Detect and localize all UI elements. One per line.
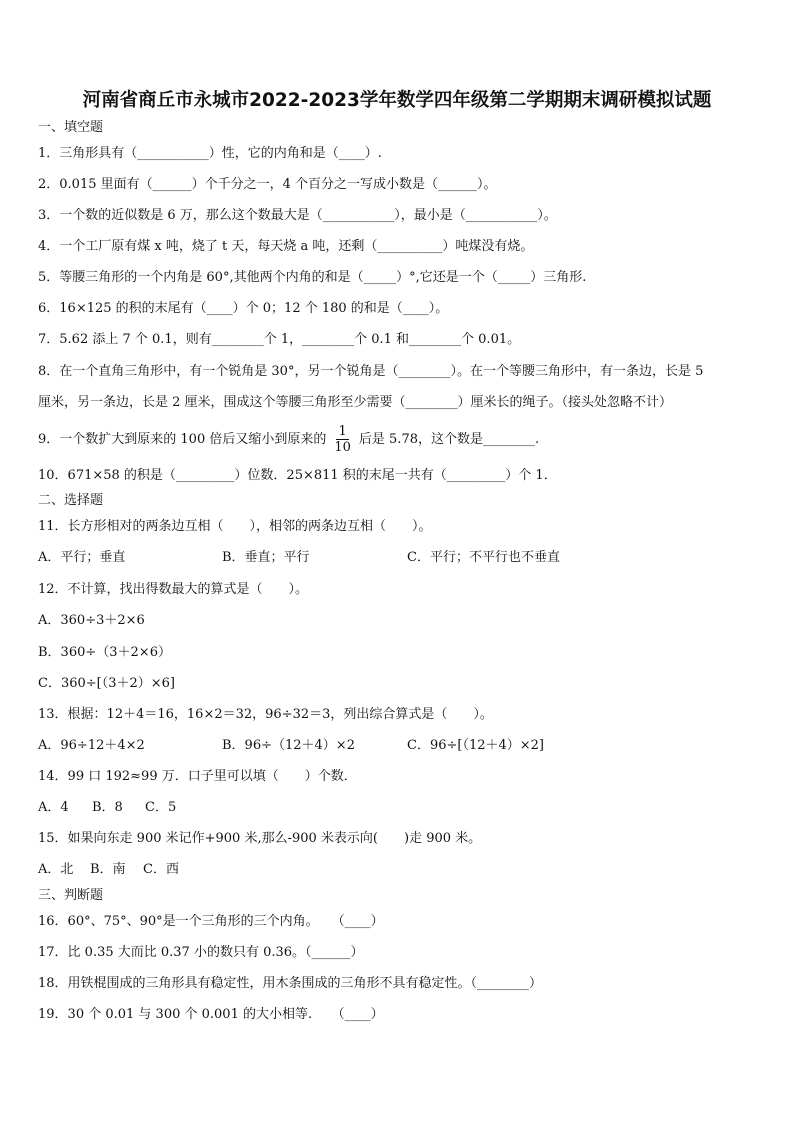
option-a: A．96÷12＋4×2 bbox=[38, 738, 145, 753]
question-12-option-a: A．360÷3＋2×6 bbox=[38, 613, 145, 628]
question-9 bbox=[38, 424, 778, 455]
question-6: 6．16×125 的积的末尾有（____）个 0；12 个 180 的和是（____）。 bbox=[38, 301, 449, 316]
question-15: 15．如果向东走 900 米记作+900 米,那么-900 米表示向( )走 900 米。 bbox=[38, 831, 482, 846]
option-b: B．南 bbox=[90, 862, 126, 877]
option-a: A．北 bbox=[38, 862, 74, 877]
section-heading-fill-blank: 一、填空题 bbox=[38, 120, 104, 135]
question-11: 11．长方形相对的两条边互相（ ），相邻的两条边互相（ ）。 bbox=[38, 519, 432, 534]
section-heading-true-false: 三、判断题 bbox=[38, 888, 104, 903]
question-7: 7．5.62 添上 7 个 0.1，则有________个 1，________个 0.1 和________个 0.01。 bbox=[38, 332, 521, 347]
option-a: A．平行；垂直 bbox=[38, 550, 126, 565]
question-9-text-after: 后是 5.78，这个数是________. bbox=[358, 432, 540, 447]
question-16: 16．60°、75°、90°是一个三角形的三个内角。 （____） bbox=[38, 914, 384, 929]
question-1: 1．三角形具有（___________）性，它的内角和是（____）. bbox=[38, 146, 382, 161]
fraction-one-tenth bbox=[334, 424, 351, 455]
question-5: 5．等腰三角形的一个内角是 60°,其他两个内角的和是（_____）°,它还是一个（_____）三角形. bbox=[38, 270, 587, 285]
option-c: C．平行；不平行也不垂直 bbox=[407, 550, 560, 565]
question-14-options bbox=[38, 799, 778, 817]
question-13: 13．根据：12＋4＝16，16×2＝32，96÷32＝3，列出综合算式是（ ）。 bbox=[38, 707, 493, 722]
question-4: 4．一个工厂原有煤 x 吨，烧了 t 天，每天烧 a 吨，还剩（__________）吨煤没有烧。 bbox=[38, 239, 534, 254]
question-9-text-before: 9．一个数扩大到原来的 100 倍后又缩小到原来的 bbox=[38, 432, 327, 447]
question-8-line-1: 8．在一个直角三角形中，有一个锐角是 30°，另一个锐角是（________）。在一个等腰三角形中，有一条边，长是 5 bbox=[38, 364, 704, 379]
question-15-options bbox=[38, 861, 778, 879]
section-heading-choice: 二、选择题 bbox=[38, 493, 104, 508]
fraction-numerator: 1 bbox=[338, 424, 347, 439]
question-12: 12．不计算，找出得数最大的算式是（ ）。 bbox=[38, 582, 309, 597]
question-12-option-b: B．360÷（3＋2×6） bbox=[38, 645, 171, 660]
question-10: 10．671×58 的积是（_________）位数．25×811 积的末尾一共有（_________）个 1． bbox=[38, 468, 557, 483]
option-c: C．5 bbox=[145, 800, 177, 815]
option-b: B．垂直；平行 bbox=[222, 550, 310, 565]
option-b: B．96÷（12＋4）×2 bbox=[222, 738, 355, 753]
question-11-options bbox=[38, 549, 778, 567]
option-c: C．西 bbox=[143, 862, 179, 877]
question-14: 14．99 口 192≈99 万．口子里可以填（ ）个数． bbox=[38, 769, 357, 784]
question-18: 18．用铁棍围成的三角形具有稳定性，用木条围成的三角形不具有稳定性。（________） bbox=[38, 976, 543, 991]
option-c: C．96÷[（12＋4）×2] bbox=[407, 738, 545, 753]
question-8-line-2: 厘米，另一条边，长是 2 厘米，围成这个等腰三角形至少需要（________）厘米长的绳子。（接头处忽略不计） bbox=[38, 395, 673, 410]
question-2: 2．0.015 里面有（______）个千分之一，4 个百分之一写成小数是（______）。 bbox=[38, 177, 497, 192]
question-12-option-c: C．360÷[（3＋2）×6] bbox=[38, 676, 176, 691]
option-a: A．4 bbox=[38, 800, 69, 815]
question-13-options bbox=[38, 737, 778, 755]
option-b: B．8 bbox=[92, 800, 123, 815]
question-17: 17．比 0.35 大而比 0.37 小的数只有 0.36。（______） bbox=[38, 945, 364, 960]
question-3: 3．一个数的近似数是 6 万，那么这个数最大是（___________），最小是（___________）。 bbox=[38, 208, 557, 223]
question-19: 19．30 个 0.01 与 300 个 0.001 的大小相等. （____） bbox=[38, 1007, 384, 1022]
page-title: 河南省商丘市永城市2022-2023学年数学四年级第二学期期末调研模拟试题 bbox=[82, 90, 712, 111]
fraction-denominator: 10 bbox=[334, 440, 351, 455]
